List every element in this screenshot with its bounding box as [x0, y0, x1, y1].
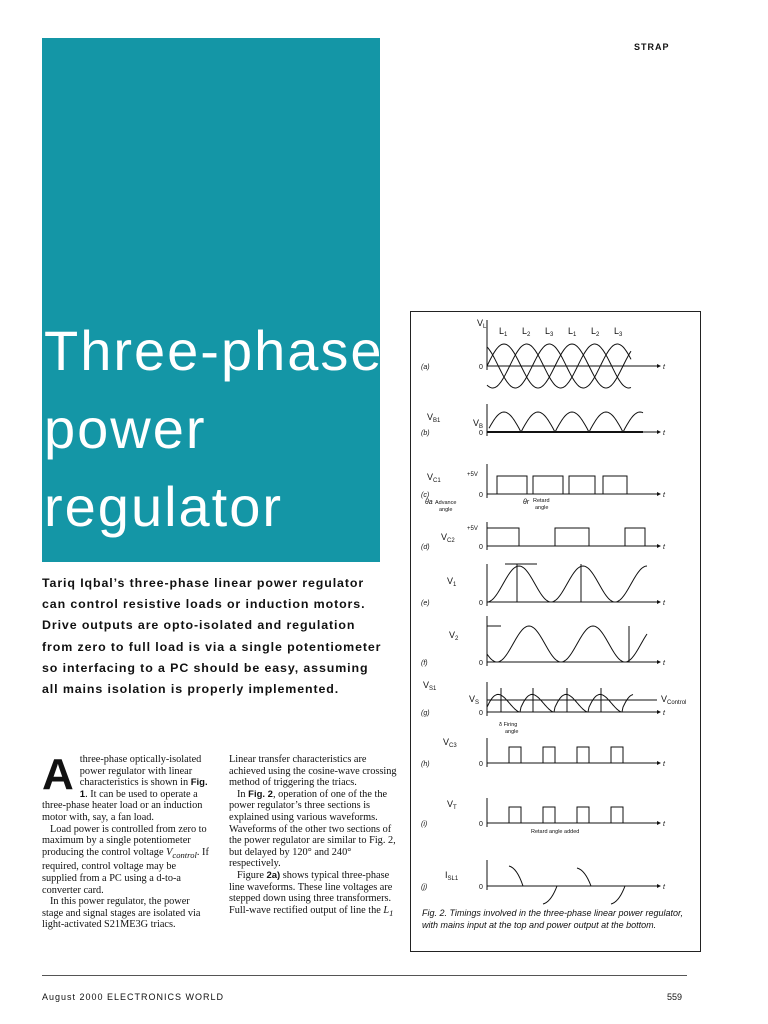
panel-c-t-label: t [663, 492, 665, 499]
panel-label-1: (a) [421, 364, 430, 371]
pulse-c-1 [497, 476, 527, 494]
paragraph-5: In Fig. 2, operation of one of the the power regulator’s three sections is explained using various waveforms. Waveforms of the other two sections of the power regulator are similar to Fig. 2, but delayed by 120° and 240° respectively. [229, 788, 396, 870]
vcontrol-symbol: $V_{control}$ [166, 846, 197, 860]
pulse-c-4 [603, 476, 627, 494]
pulse-c-2 [533, 476, 563, 494]
panel-i-t-label: t [663, 821, 665, 828]
cosine-wave-e [487, 566, 647, 602]
paragraph-6: Figure 2a) shows typical three-phase line waveforms. These line voltages are stepped down using three transformers. Full-wave rectified output of line the $L_1$ [229, 869, 394, 918]
panel-h-zero-label: 0 [479, 761, 483, 768]
phase-label-5: $L_2$ [591, 326, 600, 338]
article-title [44, 312, 384, 546]
panel-c-zero-label: 0 [479, 492, 483, 499]
panel-b-zero-label: 0 [479, 430, 483, 437]
panel-g-vs1-label: $V_{S1}$ [423, 680, 437, 692]
phase-label-3: $L_3$ [545, 326, 554, 338]
retard-angle-label-2: angle [535, 505, 549, 511]
panel-h-arrow [657, 761, 661, 765]
pulse-i-1 [509, 807, 521, 823]
title-line-3: regulator [44, 475, 284, 538]
fig-2a-reference: 2a) [266, 869, 281, 881]
panel-d-vc2-label: $V_{C2}$ [441, 532, 455, 544]
pulse-c-3 [569, 476, 595, 494]
panel-b-vb1-label: $V_{B1}$ [427, 412, 441, 424]
p1-text-b: . It can be used to operate a three-phase heater load or an induction motor with, say, a fan load. [42, 788, 203, 823]
panel-label-5: (e) [421, 600, 430, 607]
panel-label-10: (j) [421, 884, 428, 891]
firing-angle-label: δ Firing [499, 722, 518, 728]
strap-label: STRAP [634, 42, 670, 52]
panel-d-plus5v: +5V [467, 526, 478, 532]
panel-i-vt-label: $V_T$ [447, 799, 457, 811]
panel-a-zero-label: 0 [479, 364, 483, 371]
panel-e-arrow [657, 600, 661, 604]
pulse-h-4 [611, 747, 623, 763]
panel-d-zero-label: 0 [479, 544, 483, 551]
panel-label-9: (i) [421, 821, 428, 828]
title-line-2: power [44, 397, 207, 460]
output-pulse-4 [611, 886, 625, 904]
panel-label-6: (f) [421, 660, 428, 667]
panel-label-8: (h) [421, 761, 430, 768]
panel-d-arrow [657, 544, 661, 548]
panel-e-v1-label: $V_1$ [447, 576, 457, 588]
pulse-d-3 [625, 528, 645, 546]
panel-label-7: (g) [421, 710, 430, 717]
panel-g-zero-label: 0 [479, 710, 483, 717]
cosine-wave-f [487, 626, 647, 662]
pulse-d-1 [487, 528, 519, 546]
timing-diagram [411, 312, 702, 953]
fig-1-reference: Fig. 1 [79, 777, 208, 800]
firing-angle-label-2: angle [505, 729, 519, 735]
retard-angle-label: Retard [533, 498, 550, 504]
pulse-i-2 [543, 807, 555, 823]
theta-a-label: θa [425, 499, 433, 506]
output-pulse-1 [509, 866, 523, 886]
panel-h-vc3-label: $V_{C3}$ [443, 737, 457, 749]
panel-i-zero-label: 0 [479, 821, 483, 828]
pulse-i-4 [611, 807, 623, 823]
panel-e-t-label: t [663, 600, 665, 607]
panel-c-plus5v: +5V [467, 472, 478, 478]
pulse-h-3 [577, 747, 589, 763]
panel-a-t-label: t [663, 364, 665, 371]
panel-f-v2-label: $V_2$ [449, 630, 459, 642]
panel-j-isl1-label: $I_{SL1}$ [445, 870, 459, 882]
output-pulse-2 [543, 886, 557, 904]
p2-text-b: . If required, control voltage may be supplied from a PC using a d-to-a converter card. [42, 846, 209, 896]
panel-label-2: (b) [421, 430, 430, 437]
pulse-i-3 [577, 807, 589, 823]
body-column-2 [229, 754, 399, 919]
panel-f-t-label: t [663, 660, 665, 667]
l1-symbol: $L_1$ [383, 904, 394, 918]
phase-label-1: $L_1$ [499, 326, 508, 338]
panel-i-arrow [657, 821, 661, 825]
body-column-1 [42, 750, 212, 931]
pulse-d-2 [555, 528, 589, 546]
phase-label-4: $L_1$ [568, 326, 577, 338]
panel-d-t-label: t [663, 544, 665, 551]
output-pulse-3 [577, 868, 591, 886]
p2-text-a: Load power is controlled from zero to maximum by a single potentiometer producing the control voltage [42, 823, 207, 858]
figure-caption: Fig. 2. Timings involved in the three-phase linear power regulator, with mains input at the top and power output at the bottom. [422, 908, 684, 931]
advance-angle-label: Advance [435, 500, 457, 506]
pulse-h-1 [509, 747, 521, 763]
panel-b-vb-label: $V_B$ [473, 418, 484, 430]
panel-a-v-label: $V_L$ [477, 318, 487, 330]
title-line-1: Three-phase [44, 319, 384, 382]
panel-h-t-label: t [663, 761, 665, 768]
panel-f-zero-label: 0 [479, 660, 483, 667]
page-number: 559 [667, 992, 683, 1002]
panel-b-arrow [657, 430, 661, 434]
panel-label-4: (d) [421, 544, 430, 551]
phase-label-2: $L_2$ [522, 326, 531, 338]
rectified-wave [489, 412, 643, 432]
standfirst: Tariq Iqbal’s three-phase linear power regulator can control resistive loads or induction motors. Drive outputs are opto-isolated and regulation from zero to full load is via a single potentiometer so interfacing to a PC should be easy, assuming all mains isolation is properly implemented. [42, 576, 382, 697]
phase-label-6: $L_3$ [614, 326, 623, 338]
panel-g-arrow [657, 710, 661, 714]
advance-angle-label-2: angle [439, 507, 453, 513]
retard-added-label: Retard angle added [531, 829, 580, 835]
footer-publication: August 2000 ELECTRONICS WORLD [42, 992, 225, 1002]
fig-2-reference: Fig. 2 [248, 788, 273, 800]
pulse-h-2 [543, 747, 555, 763]
theta-r-label: θr [523, 499, 530, 506]
vcontrol-label: $V_{Control}$ [661, 694, 687, 706]
footer-rule [42, 975, 687, 976]
panel-j-zero-label: 0 [479, 884, 483, 891]
figure-2 [410, 311, 701, 952]
panel-label-3: (c) [421, 492, 430, 499]
panel-a-arrow [657, 364, 661, 368]
panel-c-vc-label: $V_{C1}$ [427, 472, 441, 484]
panel-f-arrow [657, 660, 661, 664]
drop-cap: A [42, 750, 74, 799]
panel-c-arrow [657, 492, 661, 496]
paragraph-4: Linear transfer characteristics are achieved using the cosine-wave crossing method of triggering the triacs. [229, 754, 397, 789]
panel-e-zero-label: 0 [479, 600, 483, 607]
panel-g-vs-label: $V_S$ [469, 694, 480, 706]
paragraph-3: In this power regulator, the power stage and signal stages are isolated via light-activated S21ME3G triacs. [42, 896, 201, 931]
p1-text-a: three-phase optically-isolated power regulator with linear characteristics is shown in [79, 754, 202, 789]
paragraph-2 [42, 824, 212, 897]
panel-j-arrow [657, 884, 661, 888]
panel-j-t-label: t [663, 884, 665, 891]
panel-g-t-label: t [663, 710, 665, 717]
paragraph-1 [42, 750, 212, 824]
panel-b-t-label: t [663, 430, 665, 437]
sawtooth-wave [487, 694, 633, 712]
